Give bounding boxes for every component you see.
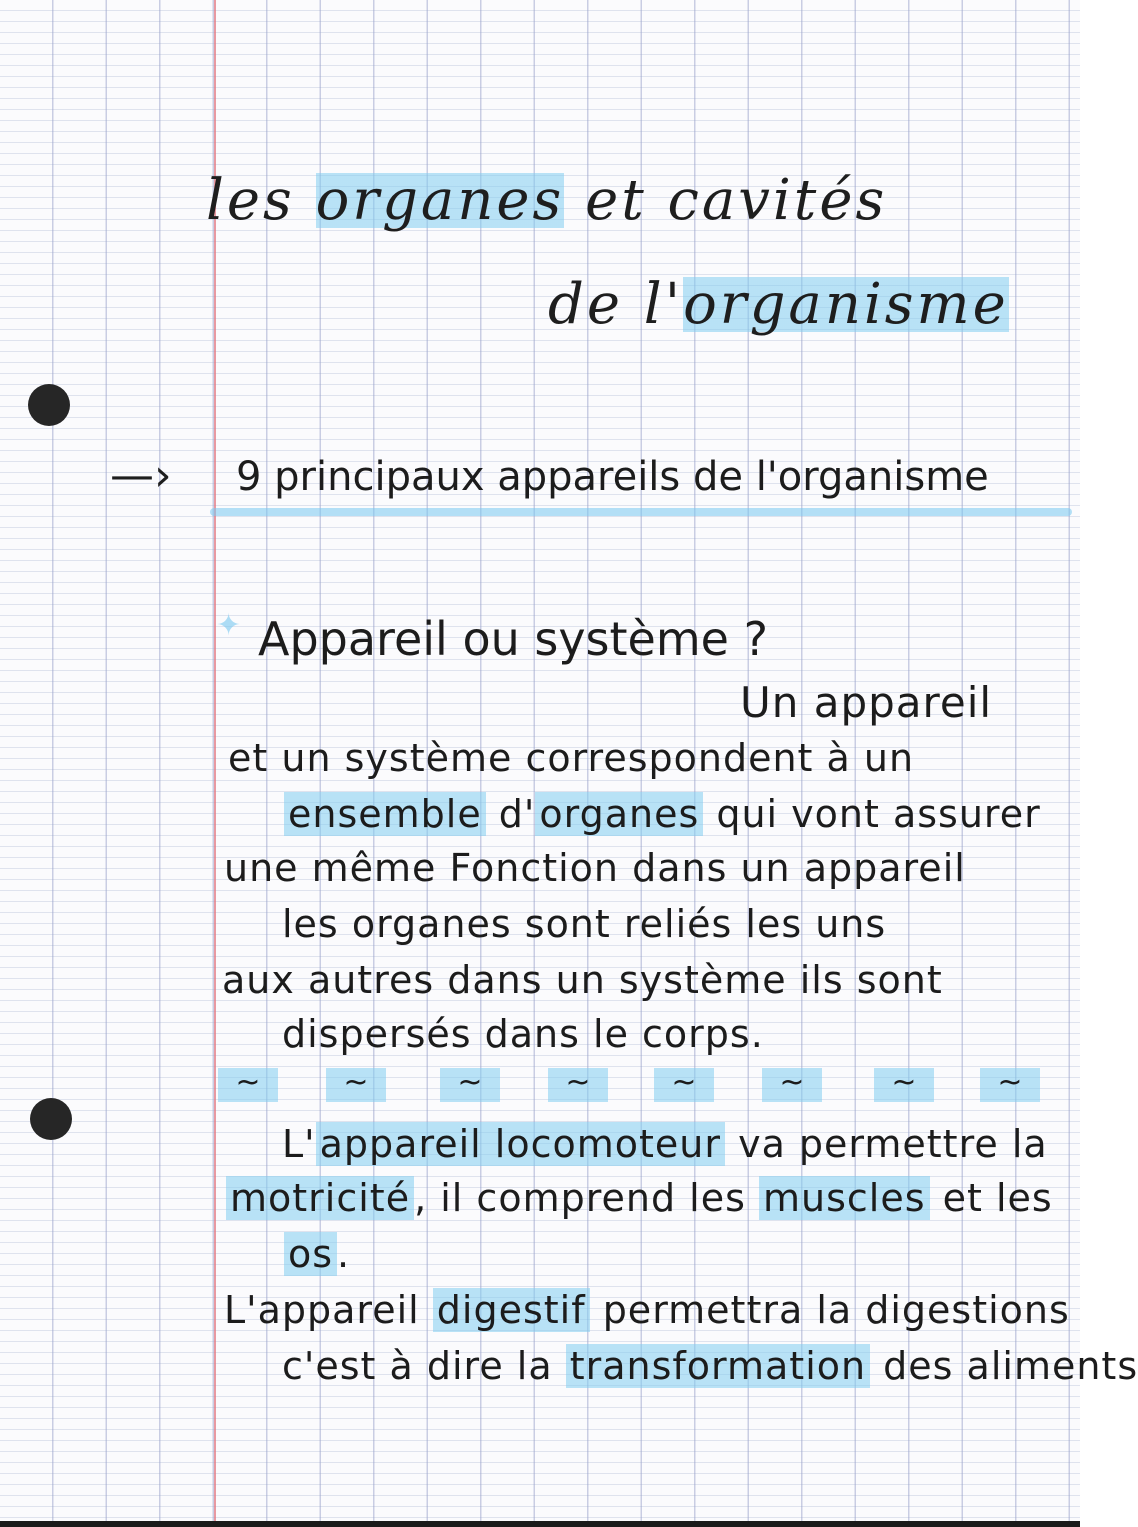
title-prefix: les	[206, 168, 316, 233]
binder-hole-bottom	[30, 1098, 72, 1140]
highlight-ensemble: ensemble	[284, 792, 486, 836]
paragraph1-line6: aux autres dans un système ils sont	[222, 958, 943, 1002]
paragraph1-line1: Un appareil	[740, 678, 993, 727]
text-fragment: c'est à dire la	[282, 1344, 566, 1388]
section-question: Appareil ou système ?	[258, 612, 768, 666]
title-highlight-organisme: organisme	[683, 272, 1009, 337]
separator-squiggle: ~	[326, 1068, 386, 1102]
separator-squiggle: ~	[548, 1068, 608, 1102]
subtitle-underline	[210, 508, 1072, 516]
separator-squiggle: ~	[440, 1068, 500, 1102]
paragraph3-line1	[224, 1288, 1070, 1332]
highlight-transformation: transformation	[566, 1344, 870, 1388]
arrow-icon: —›	[110, 450, 172, 501]
text-fragment: , il comprend les	[414, 1176, 759, 1220]
text-fragment: va permettre la	[725, 1122, 1048, 1166]
highlight-muscles: muscles	[759, 1176, 930, 1220]
highlight-organes: organes	[535, 792, 703, 836]
page-title-line-1	[206, 168, 887, 233]
subtitle: 9 principaux appareils de l'organisme	[236, 454, 989, 500]
page-title-line-2	[548, 272, 1009, 337]
title-highlight-organes: organes	[315, 168, 565, 233]
page-bottom-edge	[0, 1521, 1080, 1527]
highlight-appareil-locomoteur: appareil locomoteur	[316, 1122, 725, 1166]
paragraph3-line2	[282, 1344, 1138, 1388]
star-icon: ✦	[216, 608, 242, 643]
title-line2-prefix: de l'	[548, 272, 684, 337]
highlight-os: os	[284, 1232, 337, 1276]
text-fragment: permettra la digestions	[589, 1288, 1070, 1332]
text-fragment: qui vont assurer	[703, 792, 1041, 836]
text-fragment: L'appareil	[224, 1288, 433, 1332]
text-fragment: d'	[485, 792, 536, 836]
text-fragment: et les	[929, 1176, 1053, 1220]
separator-squiggle: ~	[218, 1068, 278, 1102]
paragraph1-line4: une même Fonction dans un appareil	[224, 846, 966, 890]
paragraph1-line5: les organes sont reliés les uns	[282, 902, 887, 946]
separator-squiggle: ~	[762, 1068, 822, 1102]
text-fragment: .	[337, 1232, 351, 1276]
highlight-motricite: motricité	[226, 1176, 414, 1220]
paragraph1-line3	[284, 792, 1041, 836]
binder-hole-top	[28, 384, 70, 426]
paragraph1-line2: et un système correspondent à un	[228, 736, 915, 780]
separator-squiggle: ~	[980, 1068, 1040, 1102]
highlight-digestif: digestif	[433, 1288, 590, 1332]
title-suffix: et cavités	[564, 168, 888, 233]
text-fragment: des aliments	[870, 1344, 1138, 1388]
paragraph2-line1	[282, 1122, 1048, 1166]
text-fragment: L'	[282, 1122, 316, 1166]
paragraph1-line7: dispersés dans le corps.	[282, 1012, 764, 1056]
separator-squiggle: ~	[874, 1068, 934, 1102]
separator-squiggle: ~	[654, 1068, 714, 1102]
paragraph2-line2	[226, 1176, 1053, 1220]
paragraph2-line3	[284, 1232, 350, 1276]
